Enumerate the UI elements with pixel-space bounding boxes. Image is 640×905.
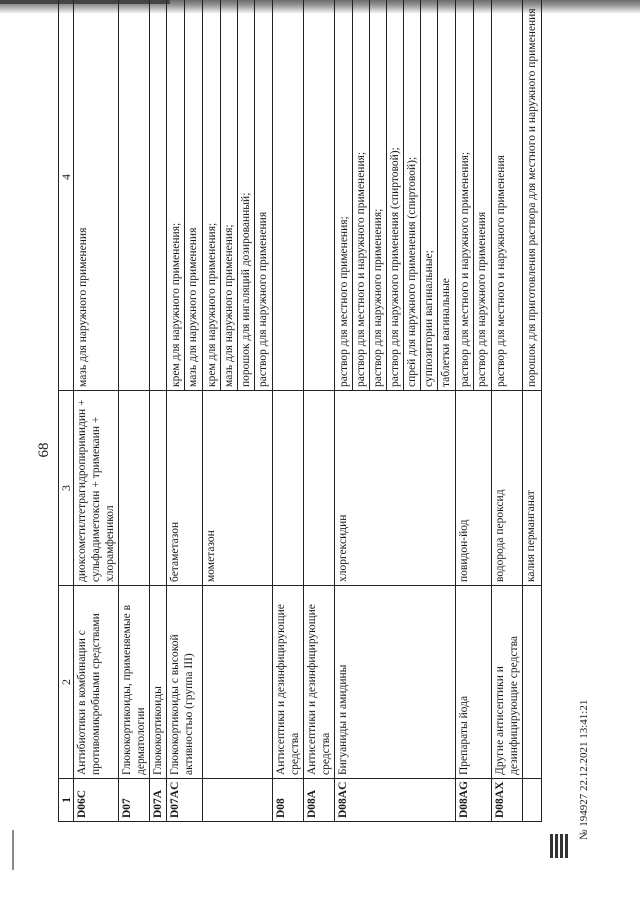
atc-code-cell: D08AC [335, 779, 456, 822]
dosage-form-item: раствор для местного и наружного применения; [459, 151, 471, 387]
dosage-form-item: раствор для местного применения; [338, 216, 350, 387]
atc-code-cell: D07AC [167, 779, 203, 822]
atc-code-cell: D08A [304, 779, 335, 822]
table-row [203, 0, 273, 822]
rotated-page [30, 8, 590, 870]
group-name-cell: Глюкокортикоиды с высокой активностью (группа III) [167, 586, 203, 779]
dosage-form-item: раствор для местного и наружного применения [495, 155, 507, 387]
scan-artifact [12, 830, 14, 870]
dosage-form-item: порошок для приготовления раствора для местного и наружного применения [526, 8, 538, 387]
header-cell: 3 [59, 391, 74, 586]
page-number: 68 [36, 442, 52, 458]
dosage-forms-cell [273, 0, 304, 391]
header-cell: 4 [59, 0, 74, 391]
group-name-cell: Антибиотики в комбинации с противомикробными средствами [74, 586, 119, 779]
table-body [74, 0, 542, 822]
dosage-form-item: мазь для наружного применения; [220, 0, 237, 390]
dosage-form-item: раствор для местного и наружного применения; [352, 0, 369, 390]
group-name-cell [203, 586, 273, 779]
dosage-forms-cell [167, 0, 203, 391]
dosage-forms-cell [456, 0, 492, 391]
table-row [74, 0, 119, 822]
atc-code-cell [523, 779, 542, 822]
table-row [167, 0, 203, 822]
stamp-logo [550, 834, 580, 858]
atc-code-cell: D07 [119, 779, 150, 822]
footer-doc-info: № 194927 22.12.2021 13:41:21 [578, 699, 590, 840]
dosage-form-item: крем для наружного применения; [170, 222, 182, 387]
table-row [150, 0, 167, 822]
header-cell: 1 [59, 779, 74, 822]
group-name-cell [523, 586, 542, 779]
dosage-form-item: таблетки вагинальные [437, 0, 454, 390]
dosage-forms-cell [203, 0, 273, 391]
drug-name-cell: водорода пероксид [492, 391, 523, 586]
dosage-form-item: мазь для наружного применения [184, 0, 201, 390]
dosage-forms-cell [335, 0, 456, 391]
atc-code-cell: D08 [273, 779, 304, 822]
group-name-cell: Бигуаниды и амидины [335, 586, 456, 779]
drug-name-cell: повидон-йод [456, 391, 492, 586]
header-cell: 2 [59, 586, 74, 779]
drug-name-cell [304, 391, 335, 586]
table-row [335, 0, 456, 822]
dosage-form-item: раствор для наружного применения [473, 0, 490, 390]
drug-name-cell: бетаметазон [167, 391, 203, 586]
group-name-cell: Глюкокортикоиды [150, 586, 167, 779]
dosage-forms-cell [150, 0, 167, 391]
drug-name-cell: мометазон [203, 391, 273, 586]
dosage-form-item: спрей для наружного применения (спиртовой); [403, 0, 420, 390]
dosage-forms-cell [119, 0, 150, 391]
drug-name-cell: диоксометилтетрагидропиримидин + сульфадиметоксин + тримекаин + хлорамфеникол [74, 391, 119, 586]
dosage-forms-cell [492, 0, 523, 391]
drug-name-cell: хлоргексидин [335, 391, 456, 586]
table-row [456, 0, 492, 822]
dosage-form-item: раствор для наружного применения; [369, 0, 386, 390]
dosage-form-item: порошок для ингаляций дозированный; [237, 0, 254, 390]
group-name-cell: Другие антисептики и дезинфицирующие средства [492, 586, 523, 779]
atc-code-cell: D06C [74, 779, 119, 822]
dosage-forms-cell [74, 0, 119, 391]
dosage-form-item: мазь для наружного применения [77, 227, 89, 387]
table-row [119, 0, 150, 822]
dosage-forms-cell [304, 0, 335, 391]
dosage-form-item: раствор для наружного применения (спиртовой); [386, 0, 403, 390]
drug-name-cell [150, 391, 167, 586]
table-header-row [59, 0, 74, 822]
group-name-cell: Глюкокортикоиды, применяемые в дерматологии [119, 586, 150, 779]
dosage-form-item: крем для наружного применения; [206, 222, 218, 387]
drug-name-cell [273, 391, 304, 586]
dosage-form-item: суппозитории вагинальные; [420, 0, 437, 390]
table-row [492, 0, 523, 822]
table-row [304, 0, 335, 822]
atc-code-cell: D08AX [492, 779, 523, 822]
registry-table [58, 0, 542, 822]
group-name-cell: Антисептики и дезинфицирующие средства [304, 586, 335, 779]
dosage-forms-cell [523, 0, 542, 391]
table-row [273, 0, 304, 822]
table-row [523, 0, 542, 822]
group-name-cell: Антисептики и дезинфицирующие средства [273, 586, 304, 779]
group-name-cell: Препараты йода [456, 586, 492, 779]
drug-name-cell: калия перманганат [523, 391, 542, 586]
atc-code-cell: D08AG [456, 779, 492, 822]
dosage-form-item: раствор для наружного применения [254, 0, 271, 390]
drug-name-cell [119, 391, 150, 586]
atc-code-cell [203, 779, 273, 822]
atc-code-cell: D07A [150, 779, 167, 822]
